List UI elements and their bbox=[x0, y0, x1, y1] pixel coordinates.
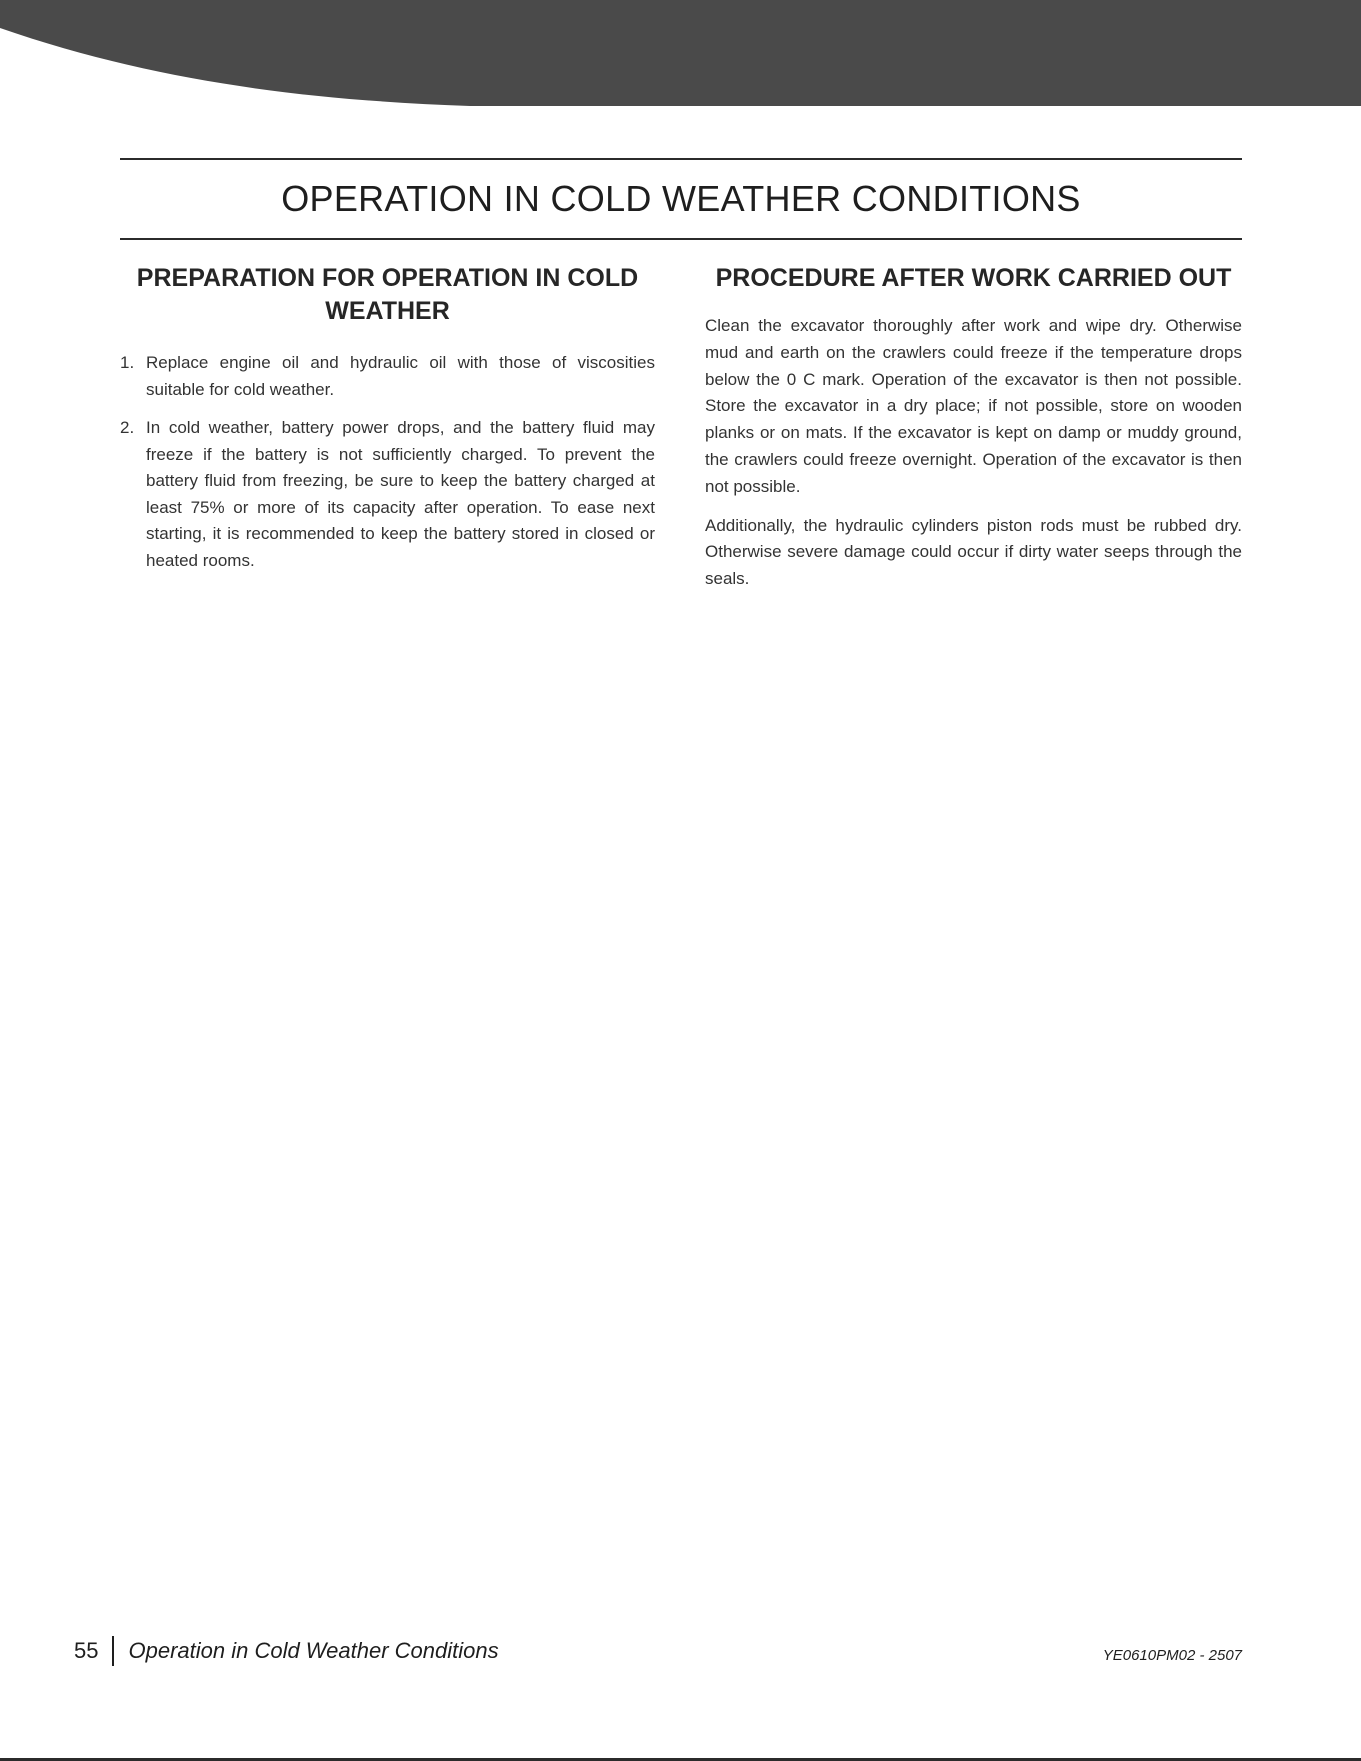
preparation-heading: PREPARATION FOR OPERATION IN COLD WEATHER bbox=[136, 264, 639, 325]
procedure-paragraph: Clean the excavator thoroughly after work and wipe dry. Otherwise mud and earth on the crawlers could freeze if the temperature drops below the 0 C mark. Operation of the excavator is then not possible. Store the excavator in a dry place; if not possible, store on wooden planks or on mats. If the excavator is kept on damp or muddy ground, the crawlers could freeze overnight. Operation of the excavator is then not possible. bbox=[705, 316, 1242, 496]
preparation-list bbox=[120, 350, 655, 574]
header-band bbox=[0, 0, 1361, 110]
procedure-heading: PROCEDURE AFTER WORK CARRIED OUT bbox=[715, 264, 1232, 292]
list-item-number: 1. bbox=[120, 353, 135, 372]
list-item bbox=[120, 415, 655, 574]
page-title: OPERATION IN COLD WEATHER CONDITIONS bbox=[281, 178, 1081, 219]
list-item-text: In cold weather, battery power drops, and the battery fluid may freeze if the battery is not sufficiently charged. To prevent the battery fluid from freezing, be sure to keep the battery charged at least 75% or more of its capacity after operation. To ease next starting, it is recommended to keep the battery stored in closed or heated rooms. bbox=[146, 418, 655, 570]
right-column bbox=[705, 262, 1242, 593]
document-code: YE0610PM02 - 2507 bbox=[1102, 1647, 1242, 1664]
title-top-rule bbox=[120, 158, 1242, 160]
footer-section-name: Operation in Cold Weather Conditions bbox=[128, 1638, 499, 1663]
footer-separator bbox=[112, 1636, 114, 1666]
list-item bbox=[120, 350, 655, 403]
left-column bbox=[120, 262, 655, 586]
footer-left bbox=[74, 1636, 499, 1666]
procedure-paragraph: Additionally, the hydraulic cylinders piston rods must be rubbed dry. Otherwise severe damage could occur if dirty water seeps through the seals. bbox=[705, 515, 1242, 589]
page-number: 55 bbox=[74, 1638, 99, 1663]
list-item-text: Replace engine oil and hydraulic oil with those of viscosities suitable for cold weather. bbox=[146, 353, 655, 399]
title-bottom-rule bbox=[120, 238, 1242, 240]
list-item-number: 2. bbox=[120, 418, 135, 437]
